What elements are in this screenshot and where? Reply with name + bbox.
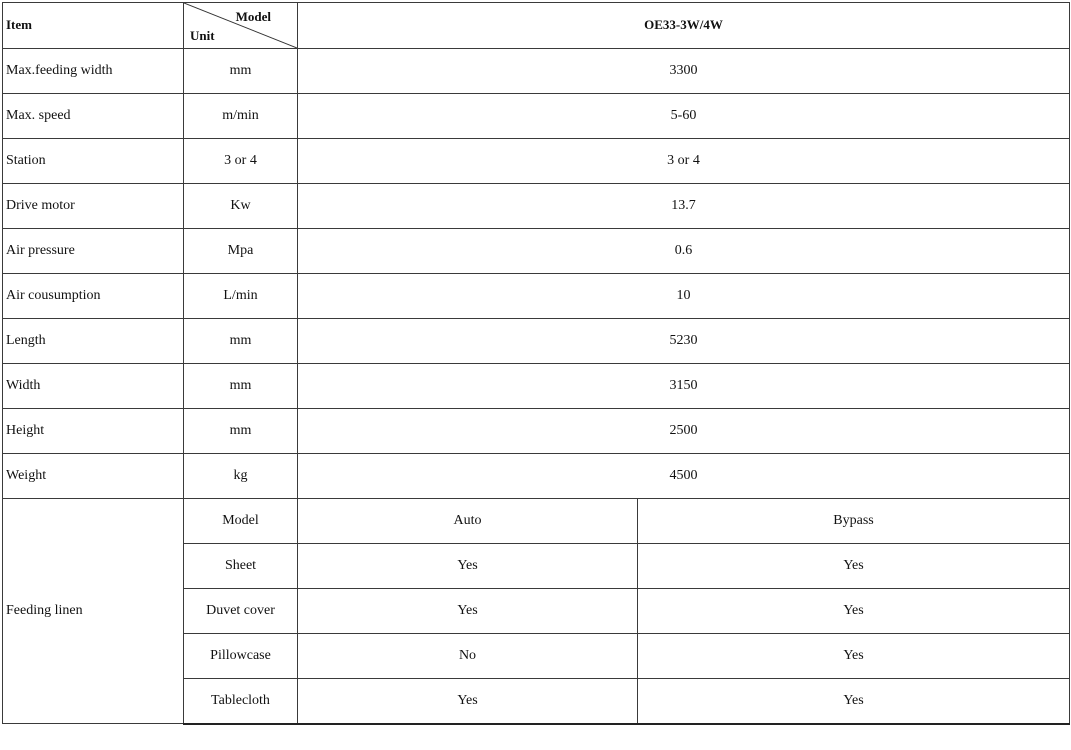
spec-value: 5230 xyxy=(298,319,1070,364)
spec-row xyxy=(3,49,1070,94)
spec-unit: mm xyxy=(184,49,298,94)
spec-unit: L/min xyxy=(184,274,298,319)
feeding-auto: Yes xyxy=(298,544,638,589)
header-row xyxy=(3,3,1070,49)
header-unit-label: Unit xyxy=(190,27,215,43)
spec-row xyxy=(3,229,1070,274)
spec-value: 3 or 4 xyxy=(298,139,1070,184)
header-model-unit xyxy=(184,3,298,49)
spec-value: 4500 xyxy=(298,454,1070,499)
feeding-linen-label: Feeding linen xyxy=(3,499,184,724)
spec-unit: mm xyxy=(184,409,298,454)
spec-item: Max. speed xyxy=(3,94,184,139)
feeding-bypass-header: Bypass xyxy=(638,499,1070,544)
spec-row xyxy=(3,364,1070,409)
spec-item: Air pressure xyxy=(3,229,184,274)
spec-table xyxy=(2,2,1070,725)
spec-item: Height xyxy=(3,409,184,454)
spec-item: Station xyxy=(3,139,184,184)
feeding-auto: Yes xyxy=(298,589,638,634)
spec-row xyxy=(3,274,1070,319)
spec-value: 13.7 xyxy=(298,184,1070,229)
feeding-bypass: Yes xyxy=(638,634,1070,679)
spec-row xyxy=(3,319,1070,364)
header-model-name: OE33-3W/4W xyxy=(298,3,1070,49)
feeding-header-row xyxy=(3,499,1070,544)
spec-item: Drive motor xyxy=(3,184,184,229)
spec-value: 0.6 xyxy=(298,229,1070,274)
feeding-type: Sheet xyxy=(184,544,298,589)
feeding-bypass: Yes xyxy=(638,544,1070,589)
feeding-auto-header: Auto xyxy=(298,499,638,544)
spec-value: 3150 xyxy=(298,364,1070,409)
spec-value: 5-60 xyxy=(298,94,1070,139)
header-model-label: Model xyxy=(235,9,271,24)
feeding-model-header: Model xyxy=(184,499,298,544)
spec-row xyxy=(3,184,1070,229)
spec-item: Weight xyxy=(3,454,184,499)
spec-value: 3300 xyxy=(298,49,1070,94)
spec-item: Width xyxy=(3,364,184,409)
spec-value: 2500 xyxy=(298,409,1070,454)
spec-item: Length xyxy=(3,319,184,364)
header-item: Item xyxy=(3,3,184,49)
spec-unit: kg xyxy=(184,454,298,499)
spec-row xyxy=(3,454,1070,499)
feeding-bypass: Yes xyxy=(638,589,1070,634)
spec-unit: Mpa xyxy=(184,229,298,274)
spec-unit: 3 or 4 xyxy=(184,139,298,184)
spec-unit: Kw xyxy=(184,184,298,229)
feeding-auto: No xyxy=(298,634,638,679)
spec-row xyxy=(3,409,1070,454)
feeding-bypass: Yes xyxy=(638,679,1070,724)
spec-item: Air cousumption xyxy=(3,274,184,319)
spec-item: Max.feeding width xyxy=(3,49,184,94)
feeding-auto: Yes xyxy=(298,679,638,724)
feeding-type: Duvet cover xyxy=(184,589,298,634)
spec-row xyxy=(3,139,1070,184)
spec-unit: mm xyxy=(184,319,298,364)
spec-value: 10 xyxy=(298,274,1070,319)
spec-unit: mm xyxy=(184,364,298,409)
spec-unit: m/min xyxy=(184,94,298,139)
feeding-type: Pillowcase xyxy=(184,634,298,679)
feeding-type: Tablecloth xyxy=(184,679,298,724)
spec-row xyxy=(3,94,1070,139)
